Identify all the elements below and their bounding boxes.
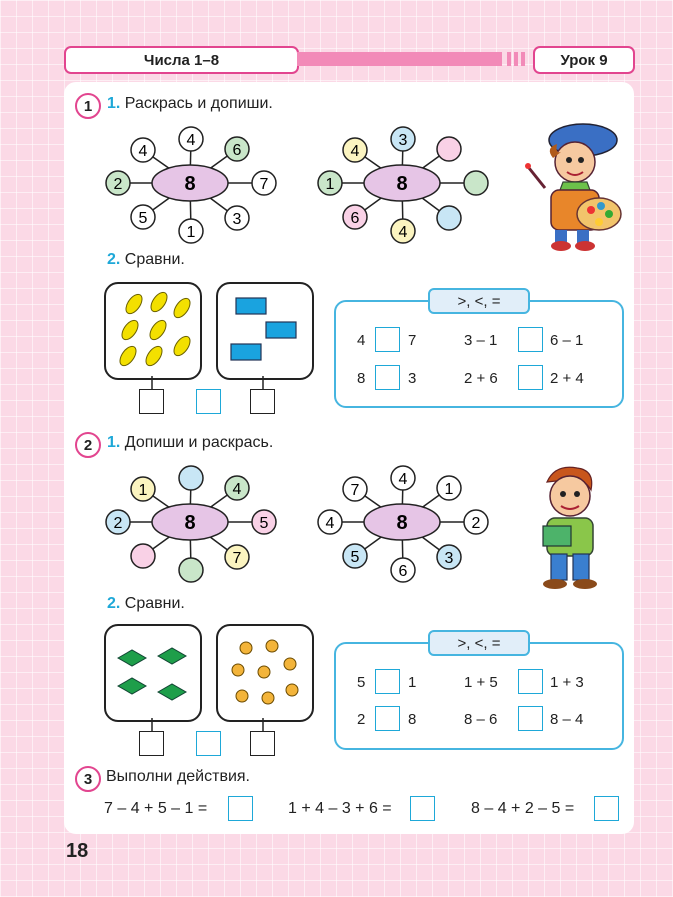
reading-boy-illustration	[525, 460, 615, 595]
compare-left: 8	[357, 370, 366, 387]
petal-number: 5	[259, 515, 269, 532]
compare-sign-box[interactable]	[375, 327, 400, 352]
petal-number: 1	[138, 482, 148, 499]
petal-number: 4	[398, 224, 408, 241]
petal-number: 7	[350, 482, 360, 499]
compare-sign-box[interactable]	[375, 706, 400, 731]
expression: 8 – 4 + 2 – 5 =	[471, 800, 575, 817]
petal-circle[interactable]	[437, 137, 461, 161]
compare-panel	[334, 642, 624, 750]
task-number: 2	[75, 432, 101, 458]
compare-left: 2 + 6	[464, 370, 498, 387]
petal-circle[interactable]	[179, 558, 203, 582]
flower-center: 8	[184, 512, 196, 534]
compare-right: 8 – 4	[550, 711, 584, 728]
petal-number: 6	[232, 142, 242, 159]
header-band-stripe	[514, 52, 518, 66]
compare-right: 7	[408, 332, 417, 349]
petal-number: 4	[186, 132, 196, 149]
petal-number: 5	[138, 210, 148, 227]
topic-label: Числа 1–8	[64, 46, 299, 74]
task-number: 3	[75, 766, 101, 792]
compare-sign-box[interactable]	[518, 365, 543, 390]
petal-number: 2	[471, 515, 481, 532]
petal-circle[interactable]	[131, 544, 155, 568]
header-band-stripe	[521, 52, 525, 66]
compare-sign-box[interactable]	[518, 327, 543, 352]
answer-box[interactable]	[594, 796, 619, 821]
petal-number: 4	[138, 143, 148, 160]
answer-box[interactable]	[410, 796, 435, 821]
compare-right: 8	[408, 711, 417, 728]
counting-box-rectangles	[216, 282, 314, 380]
counting-box-ovals	[104, 282, 202, 380]
compare-right: 2 + 4	[550, 370, 584, 387]
orange-circles-picture	[218, 626, 312, 720]
count-answer-box[interactable]	[139, 731, 164, 756]
lesson-label: Урок 9	[533, 46, 635, 74]
blue-rectangles-picture	[218, 284, 312, 378]
petal-number: 2	[113, 515, 123, 532]
compare-right: 1 + 3	[550, 674, 584, 691]
petal-circle[interactable]	[179, 466, 203, 490]
compare-left: 2	[357, 711, 366, 728]
yellow-ovals-picture	[106, 284, 200, 378]
task1-part1-heading	[107, 95, 273, 113]
counting-box-circles	[216, 624, 314, 722]
compare-left: 8 – 6	[464, 711, 498, 728]
compare-sign-box[interactable]	[375, 669, 400, 694]
petal-number: 6	[350, 210, 360, 227]
compare-left: 1 + 5	[464, 674, 498, 691]
petal-circle[interactable]	[437, 206, 461, 230]
petal-number: 5	[350, 549, 360, 566]
subtask-text: Сравни.	[124, 595, 185, 612]
petal-number: 2	[113, 176, 123, 193]
count-answer-box[interactable]	[139, 389, 164, 414]
compare-left: 5	[357, 674, 366, 691]
subtask-text: Допиши и раскрась.	[124, 434, 274, 451]
count-answer-box[interactable]	[250, 731, 275, 756]
page-number: 18	[66, 840, 89, 862]
compare-right: 6 – 1	[550, 332, 584, 349]
flower-center: 8	[396, 512, 408, 534]
task3-heading: Выполни действия.	[106, 768, 250, 785]
counting-box-rhombi	[104, 624, 202, 722]
header-band-stripe	[507, 52, 511, 66]
number-flower-1a	[100, 125, 285, 245]
petal-number: 3	[232, 211, 242, 228]
expression: 7 – 4 + 5 – 1 =	[104, 800, 208, 817]
petal-number: 3	[398, 132, 408, 149]
box-connectors	[135, 376, 290, 390]
compare-symbols-tag: >, <, =	[428, 288, 530, 314]
compare-right: 1	[408, 674, 417, 691]
petal-number: 1	[186, 224, 196, 241]
task2-part1-heading	[107, 434, 273, 452]
task2-part2-heading	[107, 595, 185, 613]
compare-sign-box[interactable]	[518, 706, 543, 731]
subtask-number: 2.	[107, 595, 121, 612]
compare-panel	[334, 300, 624, 408]
petal-number: 4	[232, 481, 242, 498]
subtask-text: Раскрась и допиши.	[124, 95, 273, 112]
petal-number: 3	[444, 550, 454, 567]
subtask-number: 2.	[107, 251, 121, 268]
painter-boy-illustration	[515, 118, 625, 253]
petal-number: 4	[350, 143, 360, 160]
flower-center: 8	[396, 173, 408, 195]
flower-center: 8	[184, 173, 196, 195]
count-answer-box[interactable]	[250, 389, 275, 414]
compare-left: 4	[357, 332, 366, 349]
number-flower-2a	[100, 464, 285, 584]
compare-sign-box[interactable]	[518, 669, 543, 694]
compare-left: 3 – 1	[464, 332, 498, 349]
subtask-number: 1.	[107, 434, 121, 451]
compare-sign-box[interactable]	[196, 731, 221, 756]
petal-number: 6	[398, 563, 408, 580]
petal-number: 4	[398, 471, 408, 488]
petal-number: 1	[444, 481, 454, 498]
compare-symbols-tag: >, <, =	[428, 630, 530, 656]
number-flower-1b	[312, 125, 497, 245]
petal-number: 4	[325, 515, 335, 532]
green-rhombi-picture	[106, 626, 200, 720]
task-number: 1	[75, 93, 101, 119]
answer-box[interactable]	[228, 796, 253, 821]
compare-right: 3	[408, 370, 417, 387]
compare-sign-box[interactable]	[375, 365, 400, 390]
petal-number: 7	[259, 176, 269, 193]
compare-sign-box[interactable]	[196, 389, 221, 414]
petal-circle[interactable]	[464, 171, 488, 195]
subtask-text: Сравни.	[124, 251, 185, 268]
task1-part2-heading	[107, 251, 185, 269]
petal-number: 7	[232, 550, 242, 567]
number-flower-2b	[312, 464, 497, 584]
box-connectors	[135, 718, 290, 732]
header-band	[297, 52, 502, 66]
expression: 1 + 4 – 3 + 6 =	[288, 800, 392, 817]
subtask-number: 1.	[107, 95, 121, 112]
petal-number: 1	[325, 176, 335, 193]
